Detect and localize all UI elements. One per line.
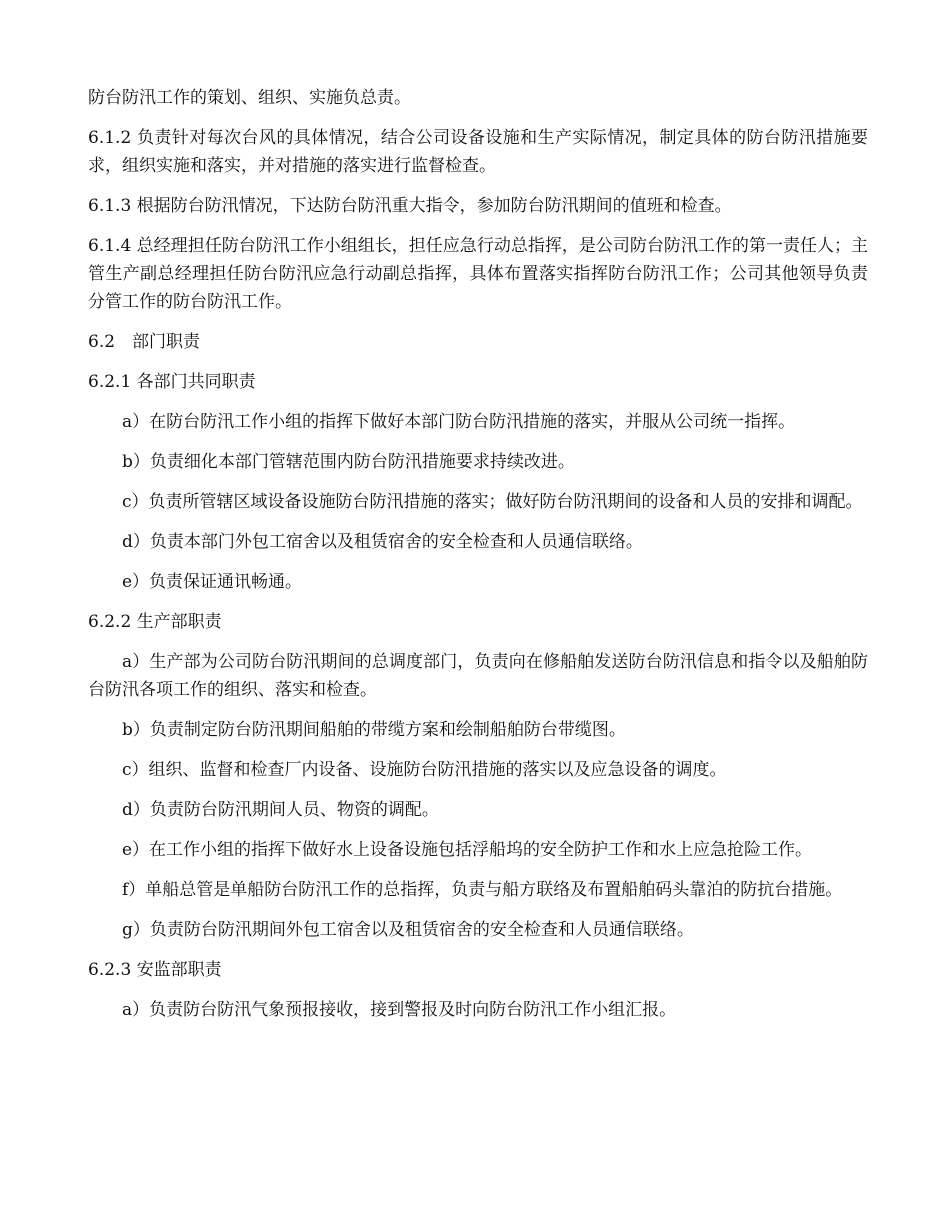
clause-6-1-4: 6.1.4 总经理担任防台防汛工作小组组长，担任应急行动总指挥，是公司防台防汛工作的第一责任人；主管生产副总经理担任防台防汛应急行动副总指挥，具体布置落实指挥防台防汛工作；公司其他领导负责分管工作的防台防汛工作。 bbox=[88, 236, 868, 312]
list-item: e）在工作小组的指挥下做好水上设备设施包括浮船坞的安全防护工作和水上应急抢险工作。 bbox=[122, 840, 813, 860]
document-page bbox=[88, 84, 868, 1036]
list-item: c）组织、监督和检查厂内设备、设施防台防汛措施的落实以及应急设备的调度。 bbox=[122, 760, 727, 780]
list-item: f）单船总管是单船防台防汛工作的总指挥，负责与船方联络及布置船舶码头靠泊的防抗台措施。 bbox=[122, 880, 843, 900]
list-item: a）负责防台防汛气象预报接收，接到警报及时向防台防汛工作小组汇报。 bbox=[122, 1000, 677, 1020]
list-item: d）负责防台防汛期间人员、物资的调配。 bbox=[122, 800, 439, 820]
list-item: g）负责防台防汛期间外包工宿舍以及租赁宿舍的安全检查和人员通信联络。 bbox=[122, 920, 694, 940]
clause-6-1-2: 6.1.2 负责针对每次台风的具体情况，结合公司设备设施和生产实际情况，制定具体的防台防汛措施要求，组织实施和落实，并对措施的落实进行监督检查。 bbox=[88, 128, 868, 176]
subsection-heading-6-2-3: 6.2.3 安监部职责 bbox=[88, 960, 222, 980]
list-item: a）生产部为公司防台防汛期间的总调度部门，负责向在修船舶发送防台防汛信息和指令以及船舶防台防汛各项工作的组织、落实和检查。 bbox=[88, 652, 868, 700]
section-heading-6-2: 6.2 部门职责 bbox=[88, 332, 201, 352]
subsection-heading-6-2-2: 6.2.2 生产部职责 bbox=[88, 612, 222, 632]
clause-6-1-3: 6.1.3 根据防台防汛情况，下达防台防汛重大指令，参加防台防汛期间的值班和检查。 bbox=[88, 196, 732, 216]
list-item: a）在防台防汛工作小组的指挥下做好本部门防台防汛措施的落实，并服从公司统一指挥。 bbox=[122, 412, 796, 432]
paragraph: 防台防汛工作的策划、组织、实施负总责。 bbox=[88, 88, 411, 108]
list-item: b）负责细化本部门管辖范围内防台防汛措施要求持续改进。 bbox=[122, 452, 575, 472]
list-item: c）负责所管辖区域设备设施防台防汛措施的落实；做好防台防汛期间的设备和人员的安排和调配。 bbox=[122, 492, 863, 512]
list-item: b）负责制定防台防汛期间船舶的带缆方案和绘制船舶防台带缆图。 bbox=[122, 720, 626, 740]
list-item: e）负责保证通讯畅通。 bbox=[122, 572, 303, 592]
subsection-heading-6-2-1: 6.2.1 各部门共同职责 bbox=[88, 372, 256, 392]
list-item: d）负责本部门外包工宿舍以及租赁宿舍的安全检查和人员通信联络。 bbox=[122, 532, 643, 552]
